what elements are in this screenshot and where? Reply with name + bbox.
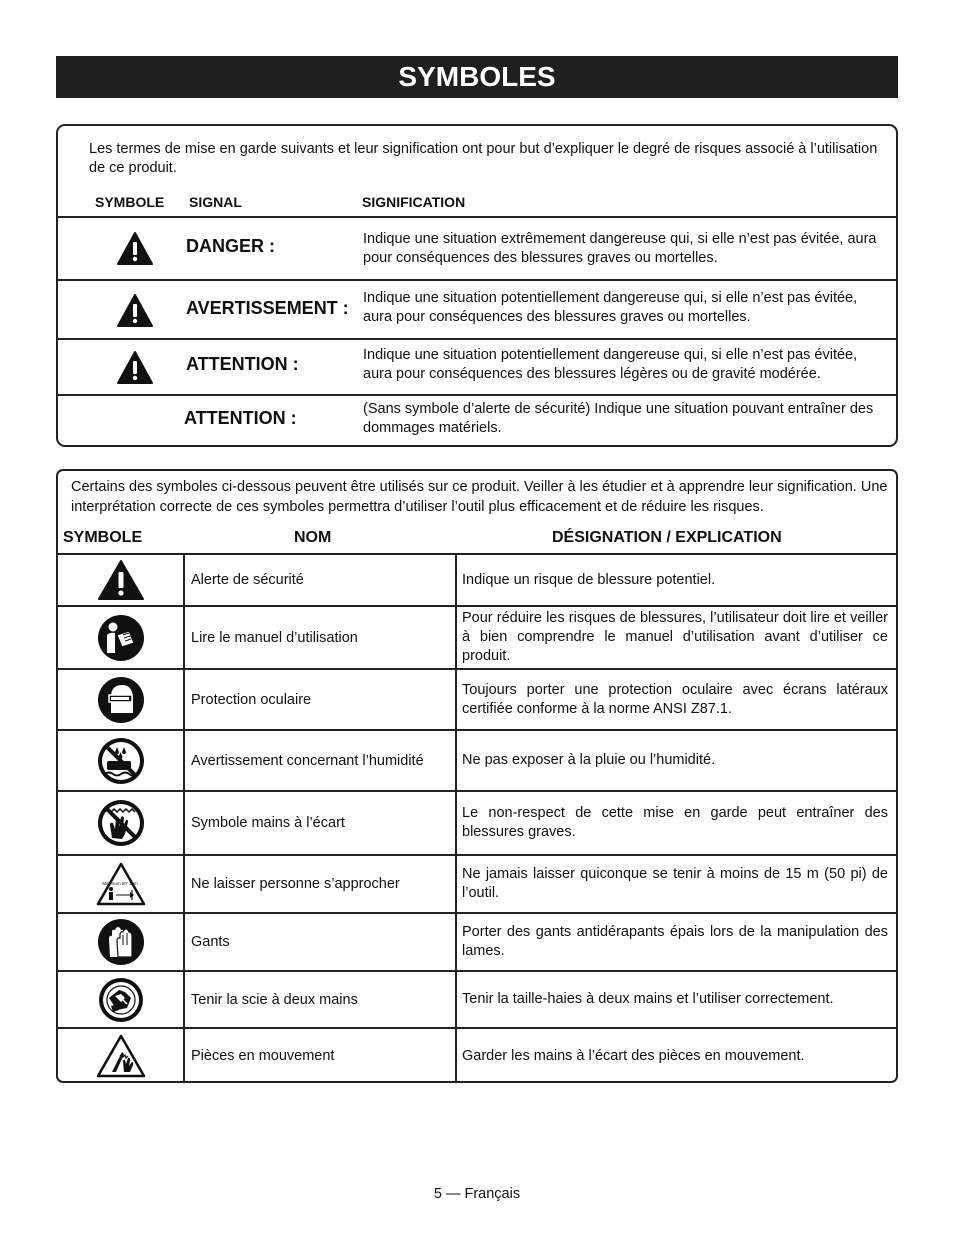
- signal-label: DANGER :: [186, 236, 275, 256]
- signal-label: ATTENTION :: [186, 354, 299, 374]
- warning-triangle-icon: [116, 231, 154, 266]
- signal-meaning: Indique une situation extrêmement dangereuse qui, si elle n’est pas évitée, aura pour conséquences des blessures graves ou mortelles.: [363, 231, 877, 266]
- signal-header-signal: SIGNAL: [189, 194, 242, 210]
- symbol-explanation: Garder les mains à l’écart des pièces en mouvement.: [462, 1047, 805, 1064]
- symbol-explanation: Ne jamais laisser quiconque se tenir à moins de 15 m (50 pi) de l’outil.: [462, 866, 888, 901]
- page-footer: 5 — Français: [433, 1186, 521, 1202]
- symbol-explanation: Ne pas exposer à la pluie ou l’humidité.: [462, 752, 716, 768]
- symbol-name: Gants: [191, 934, 230, 950]
- symbol-explanation: Tenir la taille-haies à deux mains et l’utiliser correctement.: [462, 991, 834, 1007]
- symbol-explanation: Indique un risque de blessure potentiel.: [462, 571, 716, 588]
- symbol-name: Alerte de sécurité: [191, 572, 304, 588]
- symbols-header-symbol: SYMBOLE: [63, 529, 143, 546]
- symbol-row-wet-conditions: [58, 729, 896, 790]
- symbols-intro-text: Certains des symboles ci-dessous peuvent être utilisés sur ce produit. Veiller à les étudier et à apprendre leur signification. Une interprétation correcte de ces symboles permettra d’utiliser l’outil plus efficacement et de réduire les risques.: [71, 479, 888, 515]
- symbol-name: Tenir la scie à deux mains: [191, 991, 358, 1008]
- symbols-header-explanation: DÉSIGNATION / EXPLICATION: [552, 529, 782, 546]
- read-manual-icon: [96, 613, 146, 663]
- symbol-explanation: Le non-respect de cette mise en garde peut entraîner des blessures graves.: [462, 805, 888, 840]
- symbol-name: Protection oculaire: [191, 691, 312, 708]
- symbol-row-two-hands: [58, 970, 896, 1027]
- keep-hands-away-icon: [96, 798, 146, 848]
- signal-label: ATTENTION :: [184, 408, 297, 428]
- symbol-row-read-manual: [58, 605, 896, 668]
- warning-triangle-icon: [116, 350, 154, 385]
- signal-meaning: Indique une situation potentiellement dangereuse qui, si elle n’est pas évitée, aura pour conséquences des blessures graves ou mortelles.: [363, 290, 858, 325]
- symbol-name: Symbole mains à l’écart: [191, 815, 345, 831]
- symbol-name: Pièces en mouvement: [191, 1048, 335, 1064]
- signal-label: AVERTISSEMENT :: [186, 298, 349, 318]
- signal-words-box: [56, 124, 898, 447]
- signal-row-attention: [58, 338, 896, 394]
- symbols-box: [56, 469, 898, 1083]
- symbol-name: Avertissement concernant l’humidité: [191, 752, 424, 769]
- signal-row-attention-no-symbol: [58, 394, 896, 447]
- signal-header-meaning: SIGNIFICATION: [362, 194, 466, 210]
- symbol-row-gloves: [58, 912, 896, 970]
- signal-intro-text: Les termes de mise en garde suivants et leur signification ont pour but d’expliquer le degré de risques associé à l’utilisation de ce produit.: [89, 141, 878, 176]
- eye-protection-icon: [96, 675, 146, 725]
- symbol-row-eye-protection: [58, 668, 896, 729]
- symbol-name: Lire le manuel d’utilisation: [191, 629, 358, 646]
- symbol-explanation: Toujours porter une protection oculaire avec écrans latéraux certifiée conforme à la norme ANSI Z87.1.: [462, 681, 888, 717]
- symbol-row-safety-alert: [58, 553, 896, 605]
- signal-row-danger: [58, 216, 896, 278]
- signal-meaning: Indique une situation potentiellement dangereuse qui, si elle n’est pas évitée, aura pour conséquences des blessures légères ou de gravité modérée.: [363, 347, 858, 382]
- safety-alert-icon: [97, 559, 145, 601]
- two-hands-icon: [97, 976, 145, 1024]
- page-title: SYMBOLES: [56, 56, 898, 98]
- wet-conditions-icon: [96, 736, 146, 786]
- symbol-row-keep-bystanders-away: [58, 854, 896, 912]
- symbol-name: Ne laisser personne s’approcher: [191, 876, 400, 892]
- symbol-explanation: Porter des gants antidérapants épais lors de la manipulation des lames.: [462, 924, 888, 959]
- moving-parts-icon: [96, 1034, 146, 1078]
- warning-triangle-icon: [116, 293, 154, 328]
- signal-row-avertissement: [58, 279, 896, 337]
- bystander-distance-text: Minimum 50’ 15m: [101, 881, 138, 886]
- symbol-row-keep-hands-away: [58, 790, 896, 854]
- keep-bystanders-away-icon: [96, 862, 146, 906]
- symbols-header-name: NOM: [294, 529, 332, 546]
- signal-header-symbol: SYMBOLE: [95, 194, 165, 210]
- signal-meaning: (Sans symbole d’alerte de sécurité) Indique une situation pouvant entraîner des dommages matériels.: [363, 401, 874, 436]
- symbol-explanation: Pour réduire les risques de blessures, l’utilisateur doit lire et veiller à bien comprendre le manuel d’utilisation avant d’utiliser ce produit.: [462, 610, 888, 664]
- symbol-row-moving-parts: [58, 1027, 896, 1083]
- gloves-icon: [96, 917, 146, 967]
